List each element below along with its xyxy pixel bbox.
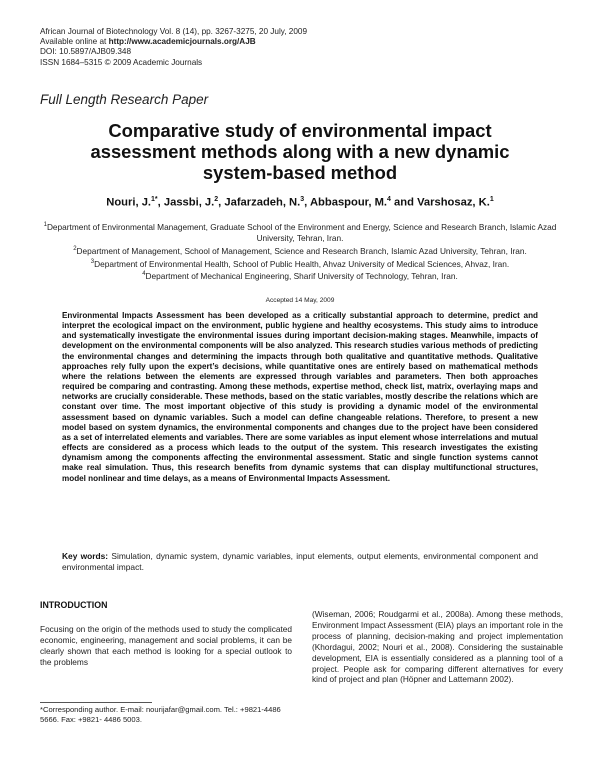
availability-prefix: Available online at <box>40 37 109 47</box>
author-affiliation-mark: 3 <box>300 196 305 203</box>
affiliation-mark: 4 <box>142 271 146 278</box>
author-separator: , <box>304 196 310 209</box>
paper-title: Comparative study of environmental impact assessment methods along with a new dynamic system-based method <box>90 120 510 183</box>
affiliation-text: Department of Management, School of Management, Science and Research Branch, Islamic Azad University, Tehran, Iran. <box>76 245 527 256</box>
journal-header <box>40 27 307 68</box>
issn-line: ISSN 1684–5315 © 2009 Academic Journals <box>40 57 203 67</box>
author-name: Varshosaz, K. <box>417 196 490 209</box>
affiliation-item <box>40 244 560 257</box>
doi-line: DOI: 10.5897/AJB09.348 <box>40 47 132 57</box>
affiliation-mark: 2 <box>73 245 77 252</box>
affiliation-mark: 3 <box>90 258 95 265</box>
availability-line <box>40 37 307 47</box>
affiliation-item <box>40 220 560 244</box>
author-name: Jassbi, J. <box>163 196 215 209</box>
affiliation-text: Department of Environmental Health, School of Public Health, Ahvaz University of Medical Sciences, Ahvaz, Iran. <box>94 258 510 269</box>
journal-citation: African Journal of Biotechnology Vol. 8 (14), pp. 3267-3275, 20 July, 2009 <box>40 27 308 36</box>
keywords-label: Key words: <box>62 551 109 561</box>
author-separator: , <box>218 196 225 209</box>
author-affiliation-mark: 1* <box>151 196 158 203</box>
keywords-paragraph <box>62 551 538 573</box>
corresponding-author-footnote: *Corresponding author. E-mail: nourijafar@gmail.com. Tel.: +9821-4486 5666. Fax: +9821- 4486 5003. <box>40 705 281 724</box>
intro-right-column: (Wiseman, 2006; Roudgarmi et al., 2008a). Among these methods, Environment Impact Assessment (EIA) plays an important role in the process of planning, decision-making and project implementation (Khordagui, 2002; Nouri et al., 2008). Considering the sustainable development, EIA is essentially considered as a planning tool of a project. People ask for comparing different alternatives for every kind of project and plan (Höpner and Lattemann 2002). <box>312 609 563 685</box>
accepted-date: Accepted 14 May, 2009 <box>265 297 335 304</box>
affiliation-item <box>40 269 560 282</box>
affiliation-mark: 1 <box>43 222 47 228</box>
author-affiliation-mark: 4 <box>387 196 391 203</box>
keywords-text: Simulation, dynamic system, dynamic variables, input elements, output elements, environmental component and environmental impact. <box>62 551 538 572</box>
section-heading-introduction: INTRODUCTION <box>40 600 108 610</box>
author-name: Abbaspour, M. <box>309 196 388 209</box>
paper-type-label: Full Length Research Paper <box>40 92 209 107</box>
affiliation-text: Department of Environmental Management, Graduate School of the Environment and Energy, Science and Research Branch, Islamic Azad University, Tehran, Iran. <box>46 221 557 243</box>
author-affiliation-mark: 1 <box>489 196 494 203</box>
author-affiliation-mark: 2 <box>214 196 219 203</box>
author-separator: , <box>157 196 164 209</box>
author-separator: and <box>390 196 418 209</box>
author-name: Jafarzadeh, N. <box>224 196 301 209</box>
author-list <box>40 196 560 209</box>
author-name: Nouri, J. <box>106 196 152 209</box>
abstract-text: Environmental Impacts Assessment has been developed as a critically substantial approach to determine, predict and interpret the ecological impact on the environment, public hygiene and healthy ecosystems. This study aims to introduce and systematically investigate the environmental issues during important decision-making stages. Meanwhile, impacts of development on the environmental components will be also analyzed. This research studies various methods of predicting the environmental changes and determining the impacts through both qualitative and quantitative methods. Qualitative approaches rely fully upon the expert’s decisions, while quantitative ones are entirely based on mathematical methods where the relations between the elements are expressed through variables and parameters. Then both approaches required be comparing and contrasting. Among these methods, expertise method, check list, matrix, overlaying maps and networks are crucially considerable. These methods, based on the static variables, mostly describe the relations which are constant over time. The most important objective of this study is providing a dynamic model of the environmental assessment based on dynamic variables. Such a model can define changeable relations. Therefore, to present a new model based on system dynamics, the environmental components and changes due to the project have been considered as a set of interrelated elements and variables. There are some variables as input element whose interrelations and mutual effects are considered as a process which leads to the output of the system. This research investigates the existing dynamism among the components affecting the environmental assessment. Static and single function systems cannot make real simulation. Thus, this research benefits from dynamic systems that can display multifunctional structures, model nonlinear and time delays, as a means of Environmental Impacts Assessment. <box>62 311 538 483</box>
affiliation-item <box>40 257 560 270</box>
intro-left-column: Focusing on the origin of the methods used to study the complicated economic, engineering, management and social problems, it can be clearly shown that each method is looking for a special outlook to the problems <box>40 624 292 667</box>
journal-url-link[interactable]: http://www.academicjournals.org/AJB <box>108 37 256 47</box>
affiliation-text: Department of Mechanical Engineering, Sharif University of Technology, Tehran, Iran. <box>145 271 458 282</box>
footnote-divider <box>40 702 152 703</box>
affiliation-list <box>40 220 560 282</box>
